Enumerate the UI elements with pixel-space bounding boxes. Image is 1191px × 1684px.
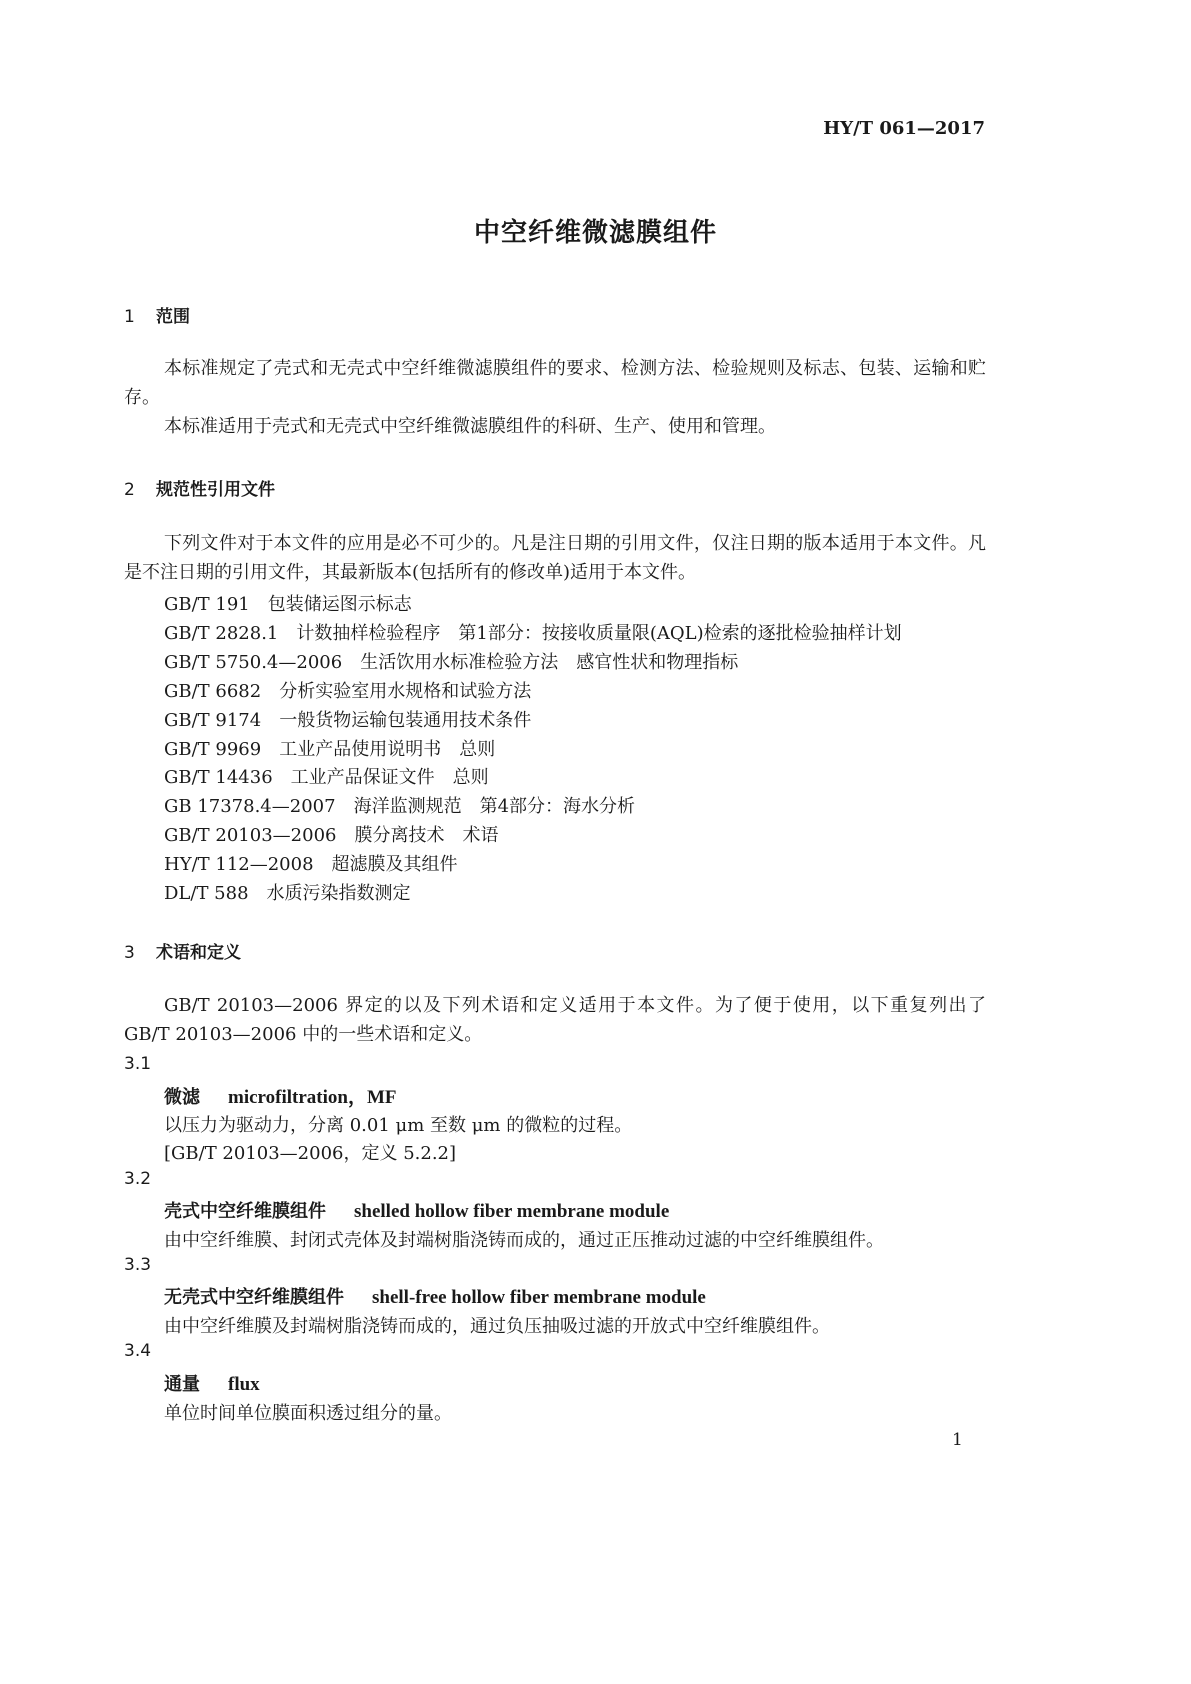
- reference-title: 超滤膜及其组件: [331, 854, 458, 876]
- section-heading-1: [124, 302, 190, 327]
- reference-item: [164, 850, 458, 876]
- reference-item: [164, 821, 498, 847]
- reference-title: 一般货物运输包装通用技术条件: [279, 709, 532, 731]
- term-number: 3.4: [124, 1341, 152, 1361]
- term-heading: [164, 1283, 706, 1309]
- reference-title: 工业产品使用说明书 总则: [279, 738, 496, 760]
- reference-code: GB/T 20103—2006: [164, 825, 337, 847]
- section-number: 1: [124, 307, 135, 327]
- reference-code: GB/T 5750.4—2006: [164, 651, 343, 673]
- reference-item: [164, 763, 489, 789]
- term-zh: 微滤: [164, 1087, 200, 1108]
- reference-code: GB/T 2828.1: [164, 622, 279, 644]
- paragraph: 本标准适用于壳式和无壳式中空纤维微滤膜组件的科研、生产、使用和管理。: [164, 416, 776, 437]
- reference-code: DL/T 588: [164, 883, 249, 904]
- term-en: shelled hollow fiber membrane module: [354, 1201, 670, 1222]
- term-heading: [164, 1197, 669, 1223]
- reference-item: [164, 706, 531, 732]
- reference-item: [164, 648, 738, 674]
- reference-title: 包装储运图示标志: [267, 594, 412, 615]
- reference-title: 膜分离技术 术语: [354, 825, 499, 847]
- reference-title: 工业产品保证文件 总则: [290, 767, 489, 789]
- paragraph: GB/T 20103—2006 界定的以及下列术语和定义适用于本文件。为了便于使用，以下重复列出了 GB/T 20103—2006 中的一些术语和定义。: [124, 995, 986, 1045]
- term-heading: [164, 1370, 260, 1396]
- term-number: 3.3: [124, 1255, 152, 1275]
- section-title: 范围: [156, 307, 190, 327]
- reference-code: GB/T 14436: [164, 767, 273, 789]
- reference-item: [164, 619, 902, 645]
- term-definition: 单位时间单位膜面积透过组分的量。: [164, 1403, 452, 1424]
- reference-title: 分析实验室用水规格和试验方法: [279, 680, 532, 702]
- term-definition: 以压力为驱动力，分离 0.01 μm 至数 μm 的微粒的过程。: [164, 1115, 633, 1136]
- document-title: 中空纤维微滤膜组件: [473, 218, 717, 248]
- term-zh: 无壳式中空纤维膜组件: [164, 1287, 344, 1308]
- reference-title: 生活饮用水标准检验方法 感官性状和物理指标: [360, 651, 739, 673]
- reference-item: [164, 735, 495, 761]
- reference-code: GB/T 6682: [164, 680, 262, 702]
- reference-item: [164, 879, 411, 905]
- term-en: microfiltration，MF: [228, 1087, 397, 1108]
- page-number: 1: [952, 1430, 963, 1450]
- reference-code: GB 17378.4—2007: [164, 796, 336, 818]
- term-heading: [164, 1082, 397, 1109]
- term-source: [GB/T 20103—2006，定义 5.2.2]: [164, 1143, 457, 1164]
- term-en: flux: [228, 1374, 260, 1395]
- reference-title: 海洋监测规范 第4部分：海水分析: [353, 796, 636, 818]
- term-en: shell-free hollow fiber membrane module: [372, 1287, 706, 1308]
- section-heading-2: [124, 475, 275, 500]
- reference-item: [164, 590, 412, 616]
- section-title: 规范性引用文件: [156, 480, 275, 500]
- reference-item: [164, 677, 531, 703]
- reference-item: [164, 792, 635, 818]
- term-zh: 通量: [164, 1374, 200, 1395]
- term-definition: 由中空纤维膜及封端树脂浇铸而成的，通过负压抽吸过滤的开放式中空纤维膜组件。: [164, 1316, 830, 1337]
- term-zh: 壳式中空纤维膜组件: [164, 1201, 326, 1222]
- paragraph: 下列文件对于本文件的应用是必不可少的。凡是注日期的引用文件，仅注日期的版本适用于本文件。凡是不注日期的引用文件，其最新版本(包括所有的修改单)适用于本文件。: [124, 533, 986, 583]
- standard-code-header: HY/T 061—2017: [823, 118, 985, 139]
- section-number: 2: [124, 480, 135, 500]
- term-number: 3.2: [124, 1169, 152, 1189]
- paragraph: 本标准规定了壳式和无壳式中空纤维微滤膜组件的要求、检测方法、检验规则及标志、包装、运输和贮存。: [124, 358, 986, 408]
- section-title: 术语和定义: [156, 943, 241, 963]
- reference-code: GB/T 9969: [164, 738, 262, 760]
- section-number: 3: [124, 943, 135, 963]
- section-heading-3: [124, 938, 241, 963]
- reference-title: 水质污染指数测定: [266, 883, 411, 904]
- reference-code: GB/T 191: [164, 594, 250, 615]
- reference-code: GB/T 9174: [164, 709, 262, 731]
- reference-title: 计数抽样检验程序 第1部分：按接收质量限(AQL)检索的逐批检验抽样计划: [296, 622, 902, 644]
- reference-code: HY/T 112—2008: [164, 854, 314, 876]
- term-definition: 由中空纤维膜、封闭式壳体及封端树脂浇铸而成的，通过正压推动过滤的中空纤维膜组件。: [164, 1230, 884, 1251]
- term-number: 3.1: [124, 1054, 152, 1074]
